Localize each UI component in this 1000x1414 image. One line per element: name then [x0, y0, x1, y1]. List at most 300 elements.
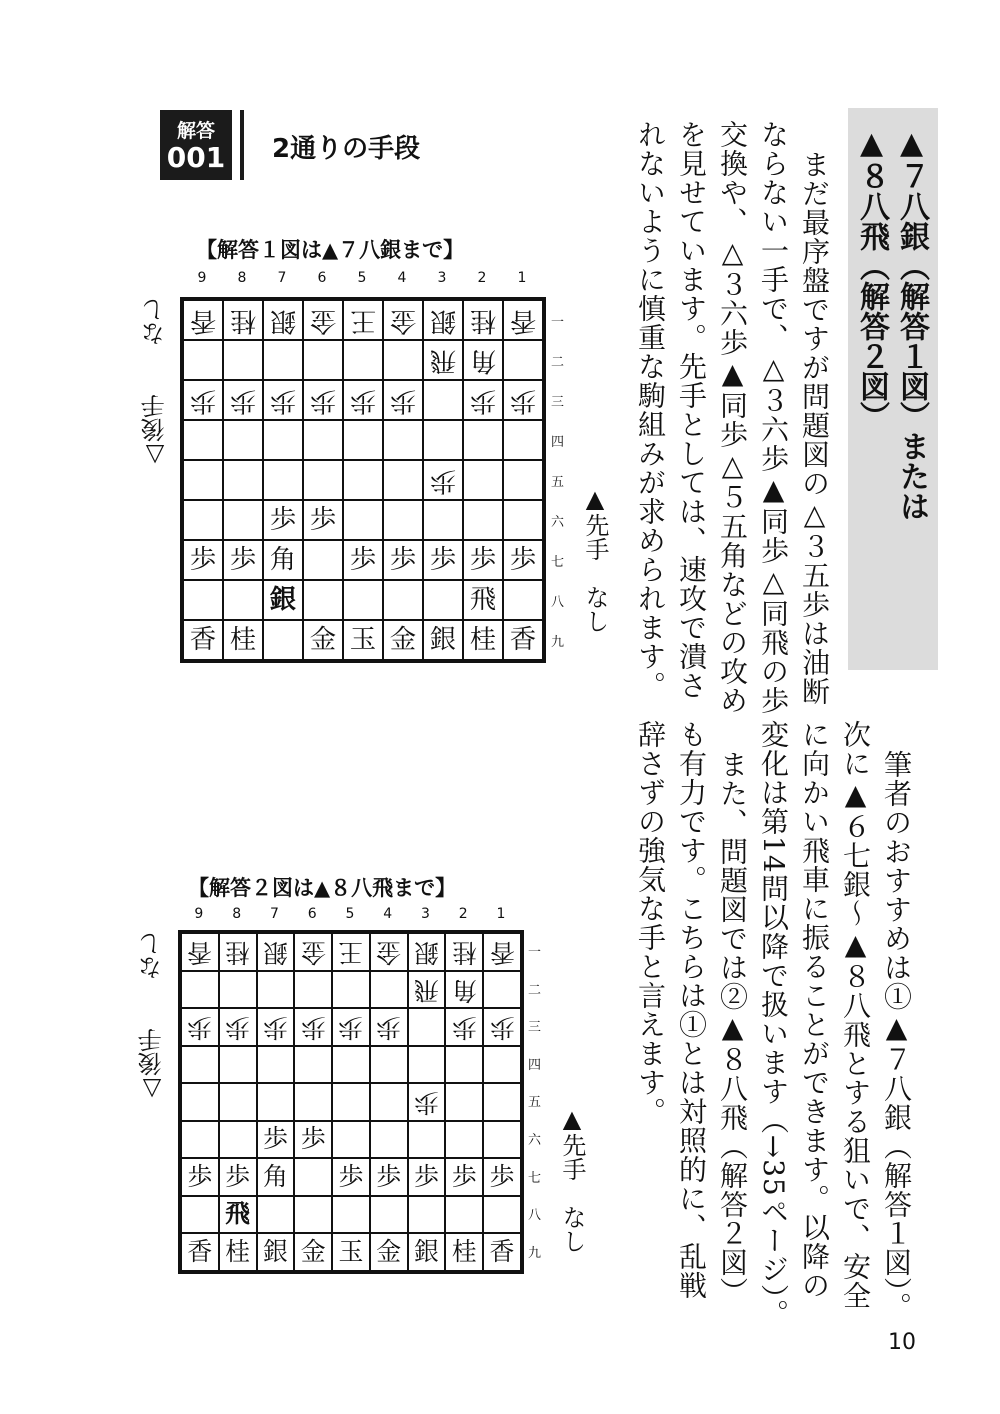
board1-grid [180, 297, 546, 663]
sente-piece [303, 620, 343, 660]
piece-label: 歩 [451, 1013, 477, 1043]
board2-sente-hand [560, 1105, 584, 1253]
lower-text-line-7: 辞さずの強気な手と言えます。 [634, 720, 667, 1126]
piece-label: 銀 [429, 305, 457, 337]
piece-label: 金 [376, 938, 402, 968]
empty-square [294, 971, 332, 1009]
empty-square [223, 340, 263, 380]
empty-square [263, 340, 303, 380]
sente-piece [219, 1158, 257, 1196]
piece-label: 歩 [338, 1161, 364, 1191]
sente-piece [483, 1158, 521, 1196]
empty-square [483, 1046, 521, 1084]
gote-piece [263, 380, 303, 420]
empty-square [370, 1196, 408, 1234]
empty-square [503, 420, 543, 460]
piece-label: 歩 [469, 543, 497, 575]
header-divider [240, 110, 244, 180]
board2-grid [178, 930, 524, 1274]
empty-square [183, 580, 223, 620]
piece-label: 歩 [269, 385, 297, 417]
empty-square [503, 500, 543, 540]
empty-square [219, 1083, 257, 1121]
sente-piece [263, 580, 303, 620]
piece-label: 歩 [300, 1124, 326, 1154]
piece-label: 歩 [225, 1013, 251, 1043]
board1-gote-label: △後手 [141, 394, 169, 470]
piece-label: 歩 [509, 385, 537, 417]
piece-label: 桂 [229, 305, 257, 337]
empty-square [223, 460, 263, 500]
piece-label: 桂 [469, 623, 497, 655]
empty-square [383, 340, 423, 380]
piece-label: 香 [189, 305, 217, 337]
empty-square [370, 971, 408, 1009]
piece-label: 飛 [225, 1199, 251, 1229]
lower-text-line-1: 筆者のおすすめは①▲７八銀（解答１図）。 [880, 750, 913, 1321]
column-number: 5 [345, 906, 355, 922]
empty-square [408, 1008, 446, 1046]
piece-label: 歩 [225, 1161, 251, 1191]
sente-piece [223, 620, 263, 660]
piece-label: 歩 [429, 465, 457, 497]
answer-badge [160, 110, 232, 180]
empty-square [463, 420, 503, 460]
empty-square [181, 1196, 219, 1234]
piece-label: 金 [376, 1236, 402, 1266]
piece-label: 桂 [469, 305, 497, 337]
empty-square [483, 1121, 521, 1159]
gote-piece [219, 1008, 257, 1046]
empty-square [408, 1196, 446, 1234]
piece-label: 歩 [389, 385, 417, 417]
upper-text-line-5: れないように慎重な駒組みが求められます。 [634, 120, 667, 700]
empty-square [503, 340, 543, 380]
gote-piece [183, 380, 223, 420]
gote-piece [183, 300, 223, 340]
gote-piece [383, 380, 423, 420]
piece-label: 銀 [262, 1236, 288, 1266]
gote-piece [445, 1008, 483, 1046]
sente-piece [263, 540, 303, 580]
piece-label: 銀 [262, 938, 288, 968]
piece-label: 王 [349, 305, 377, 337]
empty-square [219, 1046, 257, 1084]
row-number: 六 [551, 514, 565, 530]
empty-square [223, 500, 263, 540]
gote-piece [181, 1008, 219, 1046]
piece-label: 銀 [414, 1236, 439, 1266]
board1-sente-hand [583, 485, 607, 633]
column-number: 1 [517, 270, 527, 286]
answer-heading-line-2: ▲８八飛（解答２図） [854, 126, 889, 431]
sente-piece [181, 1158, 219, 1196]
gote-piece [463, 300, 503, 340]
empty-square [483, 971, 521, 1009]
badge-label: 解答 [176, 120, 215, 142]
piece-label: 歩 [229, 543, 257, 575]
piece-label: 玉 [338, 1236, 364, 1266]
sente-piece [332, 1233, 370, 1271]
piece-label: 歩 [300, 1013, 326, 1043]
empty-square [332, 1196, 370, 1234]
piece-label: 桂 [225, 1236, 251, 1266]
empty-square [503, 460, 543, 500]
gote-piece [423, 340, 463, 380]
empty-square [483, 1083, 521, 1121]
empty-square [183, 420, 223, 460]
empty-square [370, 1121, 408, 1159]
board1-row-numbers [551, 300, 564, 660]
board2-sente-label: ▲先手 [558, 1105, 586, 1181]
empty-square [370, 1083, 408, 1121]
gote-piece [445, 933, 483, 971]
lower-text-line-2: 次に▲６七銀～▲８八飛とする狙いで、安全 [839, 720, 872, 1310]
piece-label: 歩 [349, 385, 377, 417]
board1-gote-hand [143, 298, 167, 470]
piece-label: 歩 [309, 385, 337, 417]
piece-label: 銀 [429, 623, 457, 655]
piece-label: 金 [389, 623, 417, 655]
empty-square [408, 1046, 446, 1084]
lower-text-line-6: も有力です。こちらは①とは対照的に、乱戦 [675, 720, 708, 1300]
row-number: 六 [528, 1133, 542, 1148]
upper-text-line-3: 交換や、△３六歩▲同歩△５五角などの攻め [716, 120, 749, 715]
sente-piece [257, 1233, 295, 1271]
empty-square [294, 1083, 332, 1121]
empty-square [332, 1083, 370, 1121]
piece-label: 歩 [376, 1161, 402, 1191]
piece-label: 歩 [451, 1161, 477, 1191]
piece-label: 銀 [269, 305, 297, 337]
empty-square [183, 340, 223, 380]
piece-label: 角 [451, 975, 477, 1005]
piece-label: 金 [300, 1236, 326, 1266]
board2-row-numbers [528, 932, 541, 1270]
piece-label: 金 [389, 305, 417, 337]
sente-piece [294, 1233, 332, 1271]
empty-square [408, 1121, 446, 1159]
gote-piece [483, 933, 521, 971]
piece-label: 飛 [469, 583, 497, 615]
empty-square [183, 460, 223, 500]
piece-label: 歩 [349, 543, 377, 575]
lower-text-line-5: また、問題図では②▲８八飛（解答２図） [716, 750, 749, 1306]
board2-gote-hand-text: なし [138, 932, 166, 980]
column-number: 9 [194, 906, 204, 922]
piece-label: 桂 [229, 623, 257, 655]
empty-square [343, 500, 383, 540]
gote-piece [370, 1008, 408, 1046]
badge-number: 001 [166, 141, 226, 174]
gote-piece [503, 380, 543, 420]
page-number: 10 [888, 1330, 916, 1355]
empty-square [332, 1121, 370, 1159]
column-number: 6 [317, 270, 327, 286]
sente-piece [257, 1121, 295, 1159]
gote-piece [332, 933, 370, 971]
lower-text-line-3: に向かい飛車に振ることができます。以降の [798, 720, 831, 1300]
column-number: 2 [477, 270, 487, 286]
piece-label: 歩 [414, 1088, 439, 1118]
empty-square [423, 500, 463, 540]
board2-gote-label: △後手 [138, 1028, 166, 1104]
gote-piece [408, 933, 446, 971]
empty-square [183, 500, 223, 540]
sente-piece [383, 540, 423, 580]
sente-piece [423, 540, 463, 580]
piece-label: 歩 [338, 1013, 364, 1043]
empty-square [383, 460, 423, 500]
piece-label: 歩 [262, 1013, 288, 1043]
row-number: 五 [551, 474, 565, 490]
upper-text-line-4: を見せています。先手としては、速攻で潰さ [675, 120, 708, 700]
empty-square [181, 1083, 219, 1121]
gote-piece [343, 380, 383, 420]
empty-square [383, 500, 423, 540]
sente-piece [263, 500, 303, 540]
gote-piece [423, 300, 463, 340]
column-number: 2 [458, 906, 468, 922]
piece-label: 香 [187, 1236, 213, 1266]
column-number: 6 [307, 906, 317, 922]
gote-piece [408, 971, 446, 1009]
gote-piece [383, 300, 423, 340]
empty-square [423, 380, 463, 420]
sente-piece [503, 620, 543, 660]
sente-piece [303, 500, 343, 540]
gote-piece [332, 1008, 370, 1046]
piece-label: 香 [509, 305, 537, 337]
empty-square [332, 1046, 370, 1084]
piece-label: 飛 [429, 345, 457, 377]
empty-square [343, 580, 383, 620]
piece-label: 金 [309, 623, 337, 655]
empty-square [263, 460, 303, 500]
gote-piece [370, 933, 408, 971]
gote-piece [463, 380, 503, 420]
column-number: 8 [232, 906, 242, 922]
gote-piece [294, 933, 332, 971]
board1-sente-label: ▲先手 [581, 485, 609, 561]
row-number: 一 [528, 945, 542, 961]
column-number: 7 [277, 270, 287, 286]
gote-piece [445, 971, 483, 1009]
piece-label: 歩 [389, 543, 417, 575]
piece-label: 歩 [269, 503, 297, 535]
gote-piece [223, 380, 263, 420]
piece-label: 香 [189, 623, 217, 655]
board1-column-numbers [182, 270, 544, 286]
sente-piece [408, 1233, 446, 1271]
piece-label: 桂 [451, 938, 477, 968]
piece-label: 金 [309, 305, 337, 337]
board1-gote-hand-text: なし [141, 298, 169, 346]
sente-piece [423, 620, 463, 660]
row-number: 四 [528, 1057, 542, 1073]
piece-label: 歩 [309, 503, 337, 535]
column-number: 8 [237, 270, 247, 286]
sente-piece [463, 580, 503, 620]
row-number: 九 [528, 1245, 542, 1261]
empty-square [343, 340, 383, 380]
sente-piece [408, 1158, 446, 1196]
empty-square [303, 540, 343, 580]
board2-column-numbers [180, 906, 520, 922]
gote-piece [343, 300, 383, 340]
sente-piece [343, 540, 383, 580]
sente-piece [445, 1158, 483, 1196]
column-number: 3 [437, 270, 447, 286]
sente-piece [503, 540, 543, 580]
empty-square [343, 420, 383, 460]
upper-text-line-2: ならない一手で、△３六歩▲同歩△同飛の歩 [757, 120, 790, 715]
board1-caption: 【解答１図は▲７八銀まで】 [196, 238, 465, 262]
board2-sente-hand-text: なし [558, 1205, 586, 1253]
empty-square [181, 1046, 219, 1084]
empty-square [219, 1121, 257, 1159]
column-number: 5 [357, 270, 367, 286]
piece-label: 玉 [349, 623, 377, 655]
lower-text-line-4: 変化は第14問以降で扱います（→35ページ）。 [757, 720, 790, 1328]
piece-label: 歩 [187, 1161, 213, 1191]
empty-square [445, 1046, 483, 1084]
sente-piece [463, 620, 503, 660]
empty-square [332, 971, 370, 1009]
piece-label: 歩 [509, 543, 537, 575]
empty-square [303, 580, 343, 620]
empty-square [445, 1121, 483, 1159]
gote-piece [263, 300, 303, 340]
empty-square [257, 971, 295, 1009]
piece-label: 香 [509, 623, 537, 655]
empty-square [257, 1083, 295, 1121]
empty-square [303, 420, 343, 460]
gote-piece [303, 300, 343, 340]
column-number: 4 [397, 270, 407, 286]
piece-label: 角 [469, 345, 497, 377]
empty-square [181, 971, 219, 1009]
piece-label: 香 [489, 938, 515, 968]
empty-square [303, 340, 343, 380]
empty-square [503, 580, 543, 620]
sente-piece [181, 1233, 219, 1271]
column-number: 9 [197, 270, 207, 286]
gote-piece [408, 1083, 446, 1121]
row-number: 八 [528, 1208, 542, 1224]
board2-caption: 【解答２図は▲８八飛まで】 [188, 876, 457, 900]
piece-label: 歩 [229, 385, 257, 417]
column-number: 4 [383, 906, 393, 922]
empty-square [294, 1196, 332, 1234]
row-number: 八 [551, 594, 565, 610]
piece-label: 飛 [414, 975, 439, 1005]
sente-piece [219, 1196, 257, 1234]
piece-label: 歩 [189, 543, 217, 575]
gote-piece [219, 933, 257, 971]
row-number: 二 [528, 982, 542, 998]
empty-square [294, 1158, 332, 1196]
sente-piece [223, 540, 263, 580]
piece-label: 金 [300, 938, 326, 968]
piece-label: 桂 [451, 1236, 477, 1266]
upper-text-line-1: まだ最序盤ですが問題図の△３五歩は油断 [798, 150, 831, 706]
row-number: 三 [528, 1020, 542, 1036]
sente-piece [483, 1233, 521, 1271]
piece-label: 角 [262, 1161, 288, 1191]
sente-piece [332, 1158, 370, 1196]
row-number: 五 [528, 1095, 542, 1111]
sente-piece [343, 620, 383, 660]
gote-piece [181, 933, 219, 971]
sente-piece [383, 620, 423, 660]
empty-square [423, 420, 463, 460]
piece-label: 桂 [225, 938, 251, 968]
gote-piece [294, 1008, 332, 1046]
piece-label: 角 [269, 543, 297, 575]
piece-label: 歩 [376, 1013, 402, 1043]
row-number: 七 [528, 1170, 542, 1186]
gote-piece [423, 460, 463, 500]
piece-label: 銀 [269, 583, 297, 615]
empty-square [181, 1121, 219, 1159]
row-number: 九 [551, 634, 565, 650]
empty-square [219, 971, 257, 1009]
empty-square [223, 580, 263, 620]
sente-piece [463, 540, 503, 580]
piece-label: 王 [338, 938, 364, 968]
piece-label: 銀 [414, 938, 439, 968]
gote-piece [463, 340, 503, 380]
empty-square [343, 460, 383, 500]
piece-label: 歩 [187, 1013, 213, 1043]
gote-piece [257, 1008, 295, 1046]
empty-square [445, 1196, 483, 1234]
column-number: 1 [496, 906, 506, 922]
sente-piece [219, 1233, 257, 1271]
page-title: 2通りの手段 [272, 134, 421, 164]
piece-label: 歩 [469, 385, 497, 417]
empty-square [423, 580, 463, 620]
sente-piece [257, 1158, 295, 1196]
empty-square [483, 1196, 521, 1234]
gote-piece [303, 380, 343, 420]
answer-heading-line-1: ▲７八銀（解答１図）または [894, 126, 929, 521]
empty-square [303, 460, 343, 500]
empty-square [445, 1083, 483, 1121]
row-number: 四 [551, 434, 565, 450]
piece-label: 歩 [414, 1161, 439, 1191]
empty-square [383, 420, 423, 460]
board2-gote-hand [140, 932, 164, 1104]
empty-square [383, 580, 423, 620]
sente-piece [294, 1121, 332, 1159]
empty-square [263, 420, 303, 460]
empty-square [263, 620, 303, 660]
piece-label: 歩 [262, 1124, 288, 1154]
empty-square [463, 500, 503, 540]
gote-piece [503, 300, 543, 340]
empty-square [257, 1046, 295, 1084]
piece-label: 歩 [429, 543, 457, 575]
empty-square [370, 1046, 408, 1084]
empty-square [223, 420, 263, 460]
piece-label: 歩 [489, 1161, 515, 1191]
empty-square [463, 460, 503, 500]
gote-piece [223, 300, 263, 340]
sente-piece [183, 620, 223, 660]
piece-label: 歩 [489, 1013, 515, 1043]
